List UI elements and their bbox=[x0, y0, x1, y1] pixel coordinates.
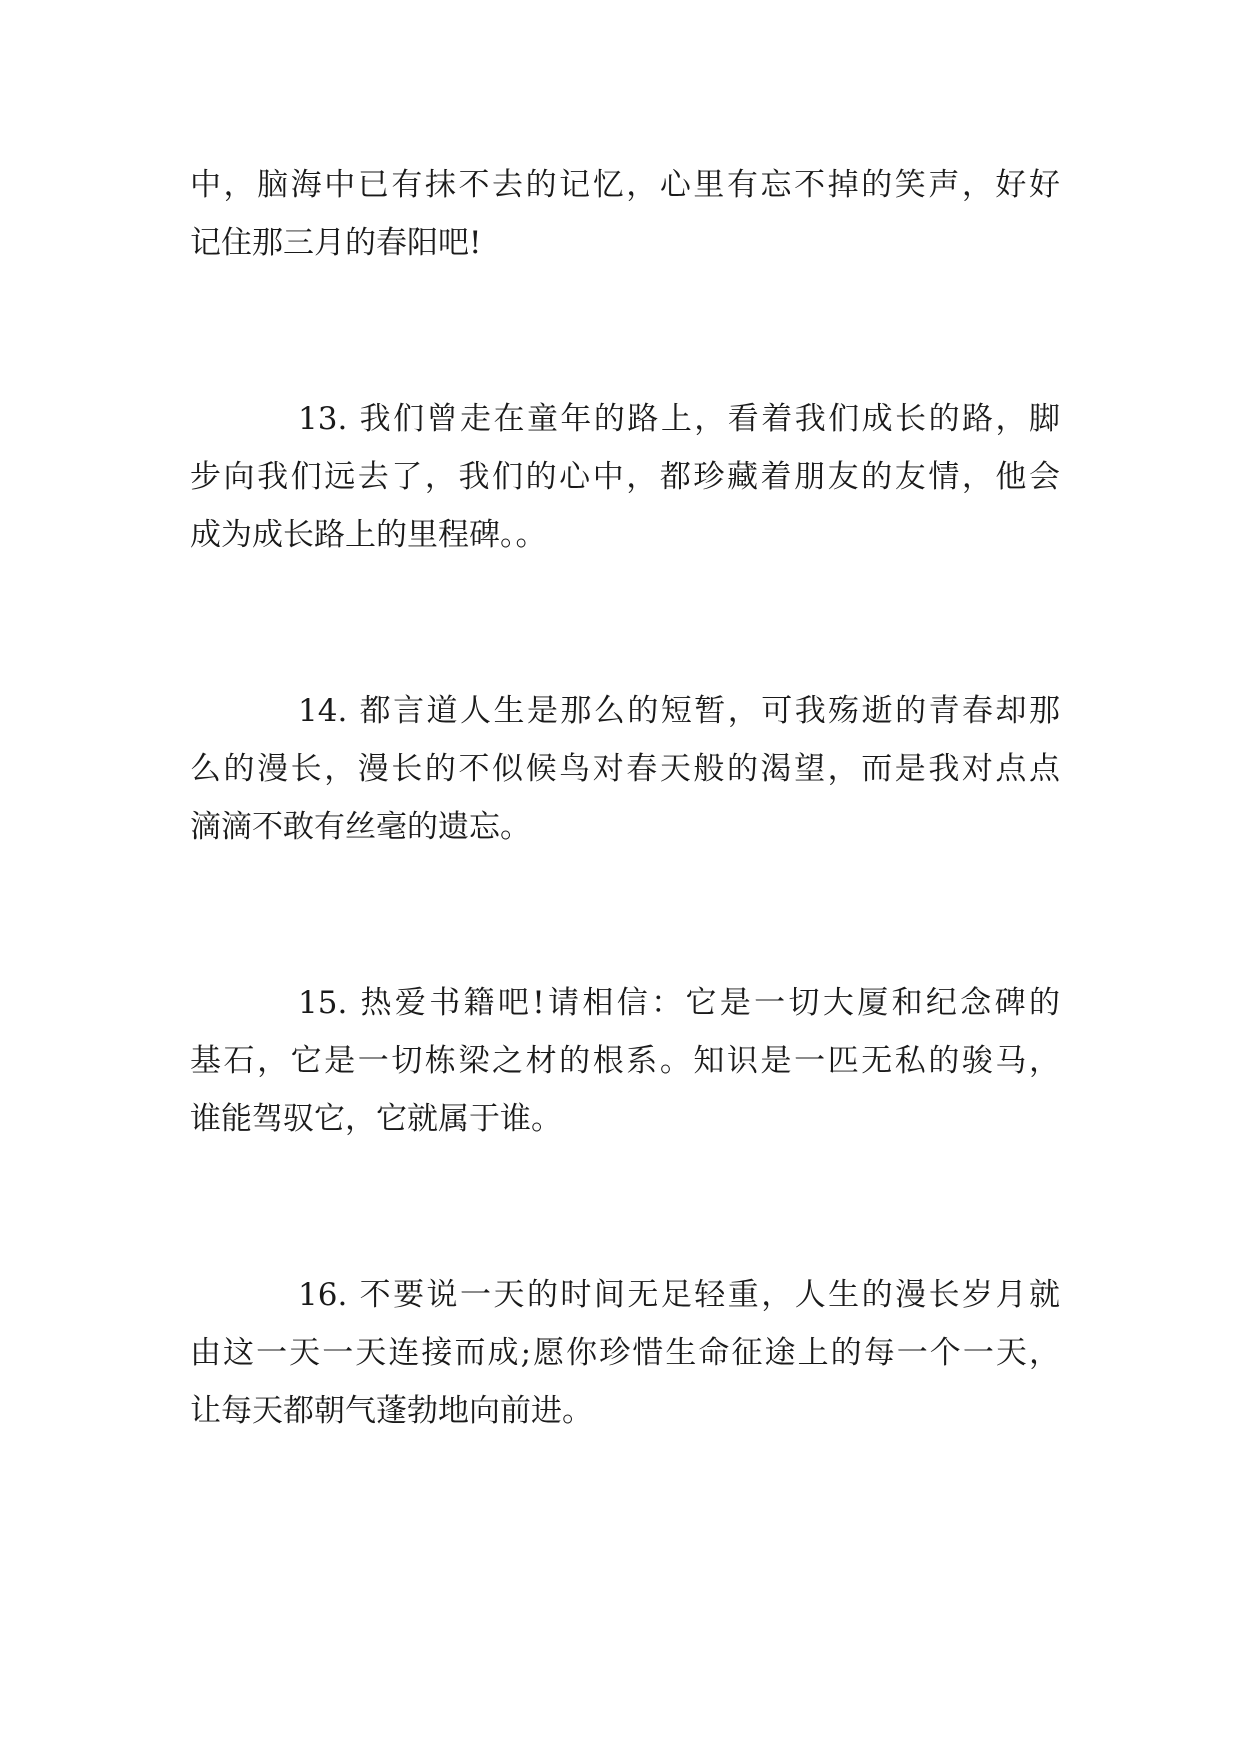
paragraph-line: 由这一天一天连接而成;愿你珍惜生命征途上的每一个一天， bbox=[190, 1335, 1060, 1371]
paragraph-line: 让每天都朝气蓬勃地向前进。 bbox=[190, 1393, 593, 1429]
paragraph-line: 记住那三月的春阳吧! bbox=[190, 225, 482, 261]
paragraph-line: 谁能驾驭它，它就属于谁。 bbox=[190, 1101, 562, 1137]
paragraph-line: 步向我们远去了，我们的心中，都珍藏着朋友的友情，他会 bbox=[190, 459, 1060, 495]
paragraph-line: 么的漫长，漫长的不似候鸟对春天般的渴望，而是我对点点 bbox=[190, 751, 1060, 787]
paragraph-line: 14. 都言道人生是那么的短暂，可我殇逝的青春却那 bbox=[298, 693, 1060, 729]
paragraph-line: 16. 不要说一天的时间无足轻重，人生的漫长岁月就 bbox=[298, 1277, 1060, 1313]
paragraph-line: 13. 我们曾走在童年的路上，看着我们成长的路，脚 bbox=[298, 401, 1060, 437]
paragraph-line: 滴滴不敢有丝毫的遗忘。 bbox=[190, 809, 531, 845]
paragraph-line: 基石，它是一切栋梁之材的根系。知识是一匹无私的骏马， bbox=[190, 1043, 1060, 1079]
paragraph-line: 成为成长路上的里程碑。。 bbox=[190, 517, 547, 553]
paragraph-line: 15. 热爱书籍吧!请相信：它是一切大厦和纪念碑的 bbox=[298, 985, 1060, 1021]
paragraph-line: 中，脑海中已有抹不去的记忆，心里有忘不掉的笑声，好好 bbox=[190, 167, 1060, 203]
